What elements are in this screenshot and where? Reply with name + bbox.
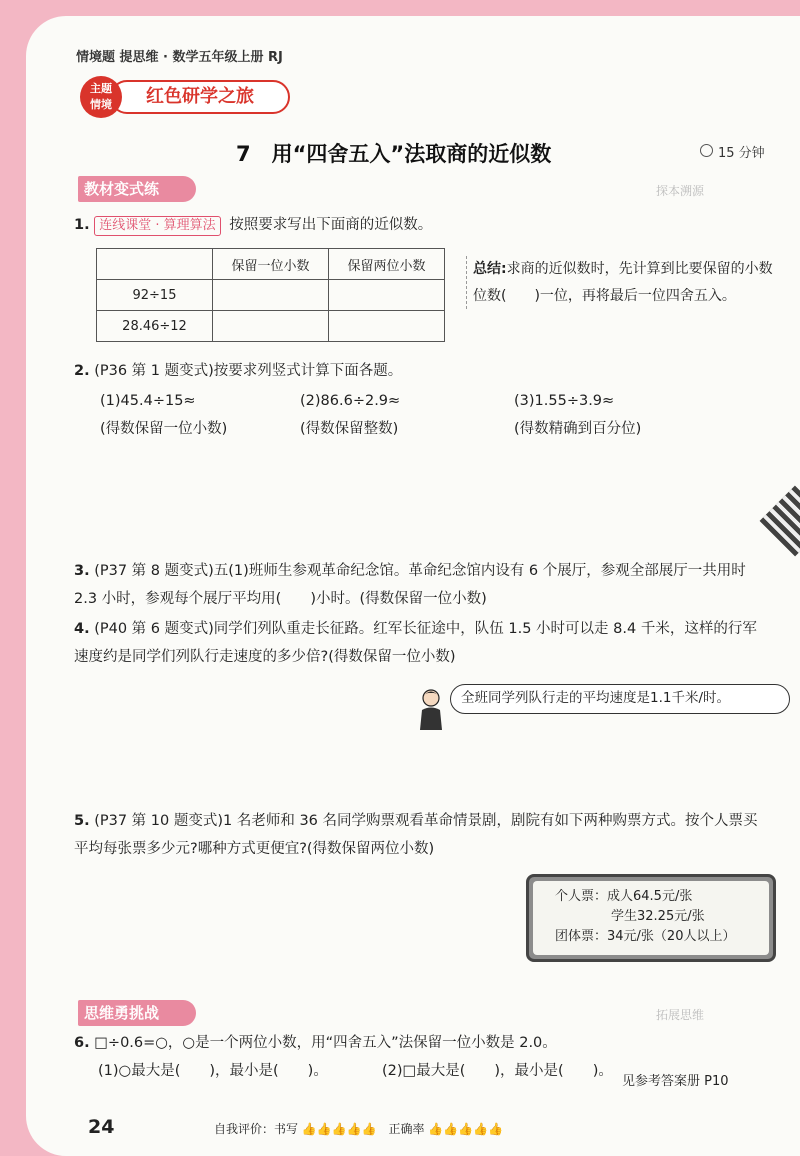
table-row (97, 311, 445, 342)
section-head-challenge: 思维勇挑战 (78, 1000, 196, 1026)
student-icon (416, 688, 446, 730)
q6-part-1: (1)○最大是( )，最小是( )。 (98, 1063, 328, 1079)
q2-item-3 (514, 388, 641, 443)
q5-number: 5. (74, 813, 90, 829)
time-estimate: 15 分钟 (718, 146, 765, 161)
q2-item-1 (100, 388, 227, 443)
summary-label: 总结: (473, 261, 507, 277)
q1-tag: 连线课堂 · 算理算法 (94, 216, 220, 236)
q4-number: 4. (74, 621, 90, 637)
badge-line2: 情境 (90, 98, 112, 111)
q2-expr: (2)86.6÷2.9≈ (300, 393, 401, 409)
ticket-board-inner (533, 881, 769, 955)
page-number: 24 (88, 1116, 115, 1138)
q1-table (96, 248, 445, 342)
breadcrumb: 情境题 提思维 · 数学五年级上册 RJ (76, 50, 283, 65)
q2-note: (得数保留整数) (300, 420, 399, 437)
page-title: 7 用“四舍五入”法取商的近似数 (236, 142, 552, 166)
clock-icon (700, 144, 713, 157)
theme-banner: 红色研学之旅 (110, 80, 290, 114)
question-4 (74, 616, 764, 671)
summary-text: 求商的近似数时，先计算到比要保留的小数位数( )一位，再将最后一位四舍五入。 (473, 261, 773, 304)
answer-cell[interactable] (213, 311, 329, 342)
q4-text: (P40 第 6 题变式)同学们列队重走长征路。红军长征途中，队伍 1.5 小时可以走 8.4 千米，这样的行军速度约是同学们列队行走速度的多少倍?(得数保留一位小数) (74, 621, 757, 665)
question-3 (74, 558, 764, 613)
ticket-line: 团体票：34元/张（20人以上） (555, 929, 736, 944)
table-cell: 28.46÷12 (97, 311, 213, 342)
answer-cell[interactable] (329, 311, 445, 342)
answer-reference: 见参考答案册 P10 (622, 1074, 729, 1089)
table-cell: 保留一位小数 (213, 249, 329, 280)
q2-number: 2. (74, 363, 90, 379)
answer-cell[interactable] (329, 280, 445, 311)
table-row (97, 280, 445, 311)
q1-summary (466, 256, 786, 309)
q2-text: (P36 第 1 题变式)按要求列竖式计算下面各题。 (94, 363, 403, 379)
question-1 (74, 212, 432, 240)
q1-text: 按照要求写出下面商的近似数。 (229, 217, 433, 233)
self-evaluation: 自我评价：书写 👍👍👍👍👍 正确率 👍👍👍👍👍 (214, 1122, 504, 1136)
question-5 (74, 808, 764, 863)
ticket-line: 个人票：成人64.5元/张 (555, 889, 693, 904)
answer-cell[interactable] (213, 280, 329, 311)
q3-text: (P37 第 8 题变式)五(1)班师生参观革命纪念馆。革命纪念馆内设有 6 个展厅，参观全部展厅一共用时 2.3 小时，参观每个展厅平均用( )小时。(得数保留一位小数) (74, 563, 746, 607)
q5-text: (P37 第 10 题变式)1 名老师和 36 名同学购票观看革命情景剧，剧院有如下两种购票方式。按个人票买平均每张票多少元?哪种方式更便宜?(得数保留两位小数) (74, 813, 758, 857)
ticket-board (526, 874, 776, 962)
ticket-line: 学生32.25元/张 (611, 909, 705, 924)
q6-text: □÷0.6=○，○是一个两位小数，用“四舍五入”法保留一位小数是 2.0。 (94, 1035, 557, 1051)
badge-line1: 主题 (90, 82, 112, 95)
q6-part-2: (2)□最大是( )，最小是( )。 (382, 1063, 613, 1079)
q2-expr: (1)45.4÷15≈ (100, 393, 196, 409)
table-cell: 92÷15 (97, 280, 213, 311)
q6-number: 6. (74, 1035, 90, 1051)
qr-code-icon (760, 486, 800, 557)
question-2 (74, 358, 402, 386)
worksheet-page (26, 16, 800, 1156)
q2-note: (得数保留一位小数) (100, 420, 228, 437)
q3-number: 3. (74, 563, 90, 579)
theme-badge (80, 76, 122, 118)
table-row (97, 249, 445, 280)
question-6 (74, 1030, 764, 1058)
table-cell: 保留两位小数 (329, 249, 445, 280)
q2-note: (得数精确到百分位) (514, 420, 642, 437)
section-head-practice: 教材变式练 (78, 176, 196, 202)
table-cell (97, 249, 213, 280)
q1-number: 1. (74, 217, 90, 233)
q2-item-2 (300, 388, 400, 443)
section-right-label: 探本溯源 (656, 184, 705, 198)
q2-expr: (3)1.55÷3.9≈ (514, 393, 615, 409)
speech-bubble: 全班同学列队行走的平均速度是1.1千米/时。 (450, 684, 790, 714)
section2-right-label: 拓展思维 (656, 1008, 705, 1022)
